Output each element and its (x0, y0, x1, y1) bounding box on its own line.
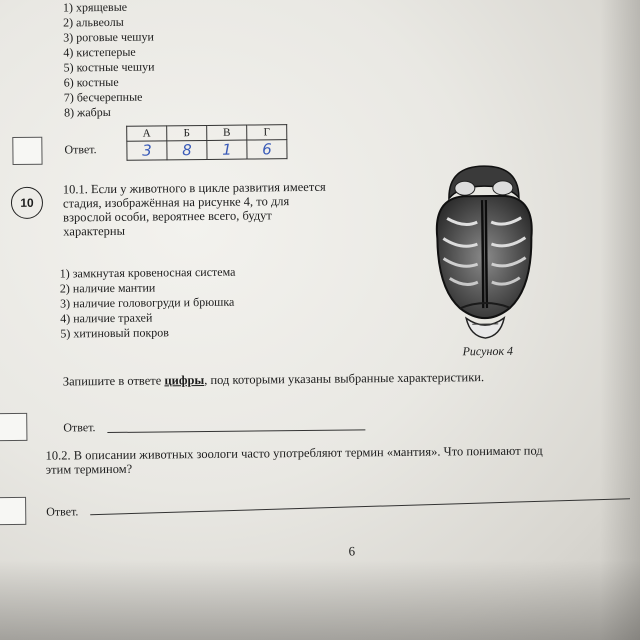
prev-option-1: 1) хрящевые (62, 0, 128, 15)
prev-option-4: 4) кистеперые (63, 44, 136, 60)
answer-header-b: Б (167, 125, 207, 140)
answer-line-10-1[interactable] (107, 429, 365, 433)
prev-answer-box (12, 137, 42, 165)
prev-option-7: 7) бесчерепные (63, 89, 143, 105)
answer-box-10-1 (0, 413, 27, 441)
pupa-illustration (419, 157, 551, 343)
sub-question-line-1: 10.2. В описании животных зоологи часто употребляют термин «мантия». Что понимают под (45, 443, 543, 463)
answer-header-a: А (127, 126, 167, 141)
answer-label-10-2: Ответ. (46, 504, 79, 519)
prev-option-6: 6) костные (63, 74, 119, 90)
answer-cell-v[interactable]: 1 (207, 140, 247, 159)
instruction-text-after: , под которыми указаны выбранные характеристики. (204, 370, 485, 388)
answer-header-g: Г (247, 125, 287, 140)
option-4: 4) наличие трахей (60, 310, 153, 326)
sub-question-line-2: этим термином? (45, 461, 133, 477)
question-number-badge: 10 (11, 187, 43, 219)
question-text-line-2: стадия, изображённая на рисунке 4, то для (62, 194, 290, 211)
question-text-line-1: 10.1. Если у животного в цикле развития имеется (62, 179, 326, 197)
answer-cell-b[interactable]: 8 (167, 140, 207, 159)
prev-option-3: 3) роговые чешуи (63, 29, 155, 45)
prev-option-8: 8) жабры (63, 104, 111, 120)
figure-caption: Рисунок 4 (462, 343, 514, 359)
prev-answer-label: Ответ. (64, 142, 97, 157)
instruction (63, 369, 563, 388)
question-text-line-4: характерны (63, 223, 126, 239)
answer-header-v: В (207, 125, 247, 140)
page-number: 6 (348, 543, 356, 559)
instruction-bold-word: цифры (164, 373, 205, 388)
option-5: 5) хитиновый покров (60, 325, 169, 341)
instruction-text-before: Запишите в ответе (62, 373, 165, 389)
prev-option-5: 5) костные чешуи (63, 59, 155, 75)
prev-option-2: 2) альвеолы (63, 14, 124, 30)
question-text (63, 179, 360, 238)
prev-answer-table (126, 124, 287, 161)
answer-cell-a[interactable]: 3 (127, 141, 167, 160)
question-text-line-3: взрослой особи, вероятнее всего, будут (63, 208, 272, 225)
answer-cell-g[interactable]: 6 (247, 140, 287, 159)
option-2: 2) наличие мантии (59, 280, 156, 296)
answer-label-10-1: Ответ. (63, 420, 96, 435)
answer-box-10-2 (0, 497, 26, 525)
option-3: 3) наличие головогруди и брюшка (59, 294, 235, 311)
answer-line-10-2[interactable] (90, 498, 630, 515)
option-1: 1) замкнутая кровеносная система (59, 264, 236, 281)
sub-question (46, 442, 640, 476)
